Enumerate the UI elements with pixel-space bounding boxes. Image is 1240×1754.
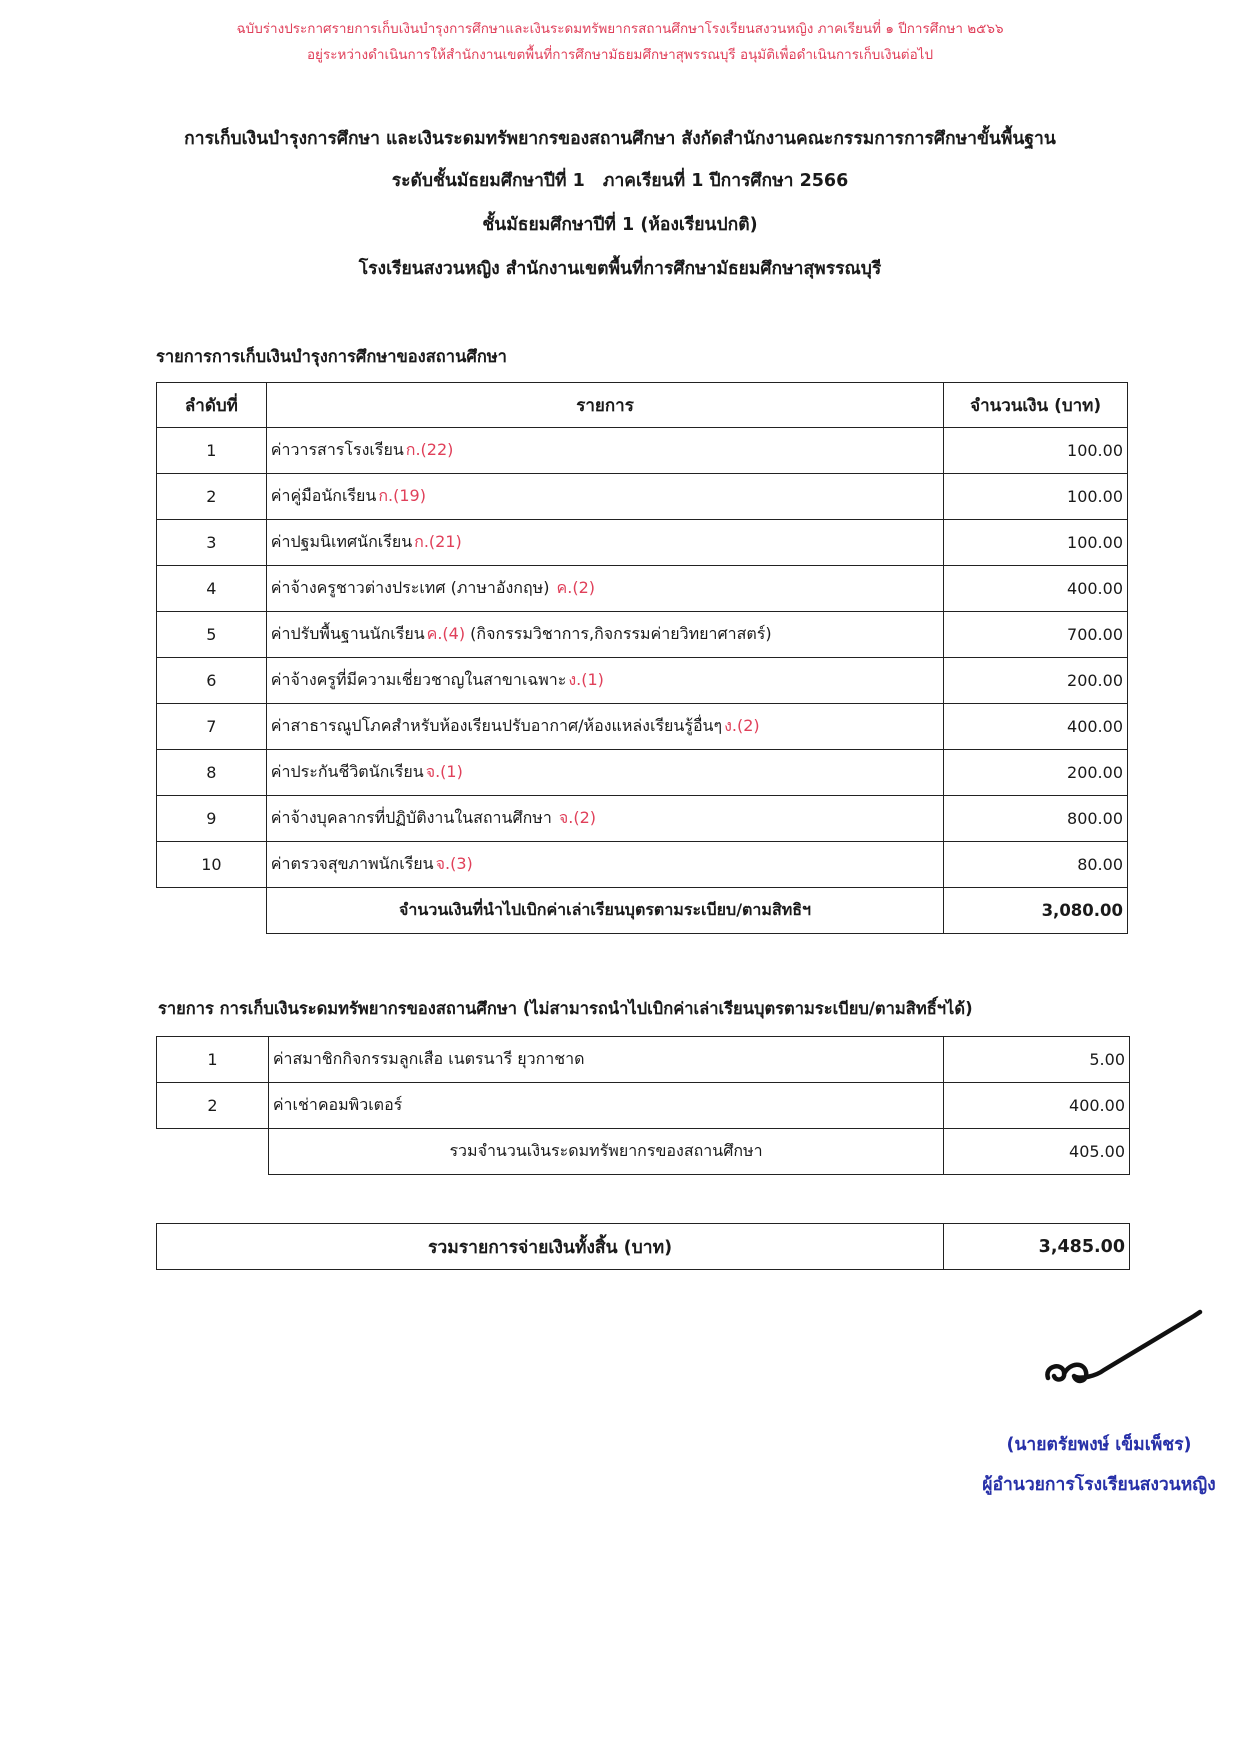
table-row bbox=[157, 612, 1128, 658]
table-row bbox=[157, 474, 1128, 520]
draft-notice-line-1: ฉบับร่างประกาศรายการเก็บเงินบำรุงการศึกษาและเงินระดมทรัพยากรสถานศึกษาโรงเรียนสงวนหญิง ภาคเรียนที่ ๑ ปีการศึกษา ๒๕๖๖ bbox=[236, 21, 1004, 37]
table-header-row bbox=[157, 383, 1128, 428]
draft-notice-line-2: อยู่ระหว่างดำเนินการให้สำนักงานเขตพื้นที่การศึกษามัธยมศึกษาสุพรรณบุรี อนุมัติเพื่อดำเนินการเก็บเงินต่อไป bbox=[306, 47, 934, 63]
maintenance-fee-table bbox=[156, 382, 1128, 934]
table-row bbox=[157, 428, 1128, 474]
grand-total-row bbox=[157, 1224, 1130, 1270]
table-row bbox=[157, 1083, 1130, 1129]
section-2-title: รายการ การเก็บเงินระดมทรัพยากรของสถานศึกษา (ไม่สามารถนำไปเบิกค่าเล่าเรียนบุตรตามระเบียบ/ตามสิทธิ์ฯได้) bbox=[158, 999, 973, 1018]
row-amount: 200.00 bbox=[944, 750, 1128, 796]
row-number: 7 bbox=[157, 704, 267, 750]
item-code: จ.(2) bbox=[553, 808, 597, 827]
table-row bbox=[157, 520, 1128, 566]
item-name: ค่าวารสารโรงเรียน bbox=[270, 440, 404, 459]
item-name: ค่าจ้างครูชาวต่างประเทศ (ภาษาอังกฤษ) bbox=[270, 578, 550, 597]
grade-level: ระดับชั้นมัธยมศึกษาปีที่ 1 bbox=[391, 171, 585, 191]
table-total-row bbox=[157, 888, 1128, 934]
table-row bbox=[157, 750, 1128, 796]
row-amount: 100.00 bbox=[944, 474, 1128, 520]
row-number: 1 bbox=[157, 428, 267, 474]
resource-total-amount: 405.00 bbox=[944, 1129, 1130, 1175]
table-total-row bbox=[157, 1129, 1130, 1175]
row-item bbox=[266, 520, 943, 566]
row-amount: 100.00 bbox=[944, 520, 1128, 566]
item-code: ค.(2) bbox=[551, 578, 596, 597]
class-type: ชั้นมัธยมศึกษาปีที่ 1 (ห้องเรียนปกติ) bbox=[482, 215, 758, 235]
school-office: โรงเรียนสงวนหญิง สำนักงานเขตพื้นที่การศึกษามัธยมศึกษาสุพรรณบุรี bbox=[358, 259, 882, 279]
row-number: 1 bbox=[157, 1037, 269, 1083]
row-item: ค่าสมาชิกกิจกรรมลูกเสือ เนตรนารี ยุวกาชาด bbox=[268, 1037, 943, 1083]
row-item bbox=[266, 566, 943, 612]
row-item bbox=[266, 750, 943, 796]
item-name: ค่าปรับพื้นฐานนักเรียน bbox=[270, 624, 425, 643]
row-amount: 400.00 bbox=[944, 1083, 1130, 1129]
row-item: ค่าเช่าคอมพิวเตอร์ bbox=[268, 1083, 943, 1129]
grand-total-label: รวมรายการจ่ายเงินทั้งสิ้น (บาท) bbox=[157, 1224, 944, 1270]
item-name: ค่าตรวจสุขภาพนักเรียน bbox=[270, 854, 434, 873]
grand-total-table bbox=[156, 1223, 1130, 1270]
row-amount: 80.00 bbox=[944, 842, 1128, 888]
item-name: ค่าประกันชีวิตนักเรียน bbox=[270, 762, 424, 781]
table-row bbox=[157, 566, 1128, 612]
term-year: ภาคเรียนที่ 1 ปีการศึกษา 2566 bbox=[602, 171, 849, 191]
document-title: การเก็บเงินบำรุงการศึกษา และเงินระดมทรัพยากรของสถานศึกษา สังกัดสำนักงานคณะกรรมการการศึกษาขั้นพื้นฐาน bbox=[184, 129, 1056, 149]
item-name: ค่าคู่มือนักเรียน bbox=[270, 486, 377, 505]
item-code: ก.(21) bbox=[414, 532, 462, 551]
resource-fee-table bbox=[156, 1036, 1130, 1175]
row-number: 3 bbox=[157, 520, 267, 566]
row-number: 4 bbox=[157, 566, 267, 612]
table-row bbox=[157, 842, 1128, 888]
row-number: 5 bbox=[157, 612, 267, 658]
item-code: ก.(22) bbox=[405, 440, 454, 459]
total-label: จำนวนเงินที่นำไปเบิกค่าเล่าเรียนบุตรตามระเบียบ/ตามสิทธิฯ bbox=[266, 888, 943, 934]
item-code: ง.(2) bbox=[724, 716, 760, 735]
table-row bbox=[157, 658, 1128, 704]
row-number: 9 bbox=[157, 796, 267, 842]
grand-total-amount: 3,485.00 bbox=[944, 1224, 1130, 1270]
item-name: ค่าปฐมนิเทศนักเรียน bbox=[270, 532, 413, 551]
row-number: 6 bbox=[157, 658, 267, 704]
signatory-name: (นายตรัยพงษ์ เข็มเพ็ชร) bbox=[1006, 1435, 1192, 1455]
row-amount: 200.00 bbox=[944, 658, 1128, 704]
row-item bbox=[266, 796, 943, 842]
header-item: รายการ bbox=[266, 383, 943, 428]
header-no: ลำดับที่ bbox=[157, 383, 267, 428]
resource-total-label: รวมจำนวนเงินระดมทรัพยากรของสถานศึกษา bbox=[268, 1129, 943, 1175]
item-name: ค่าสาธารณูปโภคสำหรับห้องเรียนปรับอากาศ/ห้องแหล่งเรียนรู้อื่นๆ bbox=[270, 716, 723, 735]
row-amount: 100.00 bbox=[944, 428, 1128, 474]
item-code: ก.(19) bbox=[378, 486, 426, 505]
row-item bbox=[266, 612, 943, 658]
row-item bbox=[266, 428, 943, 474]
section-1-title: รายการการเก็บเงินบำรุงการศึกษาของสถานศึกษา bbox=[156, 347, 507, 366]
row-item bbox=[266, 474, 943, 520]
item-name: ค่าจ้างครูที่มีความเชี่ยวชาญในสาขาเฉพาะ bbox=[270, 670, 567, 689]
item-code: จ.(3) bbox=[435, 854, 473, 873]
row-item bbox=[266, 842, 943, 888]
row-number: 10 bbox=[157, 842, 267, 888]
row-item bbox=[266, 658, 943, 704]
item-code: ง.(1) bbox=[568, 670, 604, 689]
table-row bbox=[157, 704, 1128, 750]
item-extra: (กิจกรรมวิชาการ,กิจกรรมค่ายวิทยาศาสตร์) bbox=[465, 624, 772, 643]
table-row bbox=[157, 1037, 1130, 1083]
row-amount: 800.00 bbox=[944, 796, 1128, 842]
item-code: จ.(1) bbox=[425, 762, 463, 781]
table-row bbox=[157, 796, 1128, 842]
row-number: 8 bbox=[157, 750, 267, 796]
row-item bbox=[266, 704, 943, 750]
row-number: 2 bbox=[157, 1083, 269, 1129]
total-amount: 3,080.00 bbox=[944, 888, 1128, 934]
row-amount: 700.00 bbox=[944, 612, 1128, 658]
row-amount: 5.00 bbox=[944, 1037, 1130, 1083]
document-subtitle-level-term bbox=[0, 166, 1240, 194]
signatory-position: ผู้อำนวยการโรงเรียนสงวนหญิง bbox=[982, 1475, 1216, 1495]
row-amount: 400.00 bbox=[944, 704, 1128, 750]
item-code: ค.(4) bbox=[426, 624, 466, 643]
row-number: 2 bbox=[157, 474, 267, 520]
row-amount: 400.00 bbox=[944, 566, 1128, 612]
header-amount: จำนวนเงิน (บาท) bbox=[944, 383, 1128, 428]
item-name: ค่าจ้างบุคลากรที่ปฏิบัติงานในสถานศึกษา bbox=[270, 808, 552, 827]
signature-mark bbox=[1044, 1300, 1214, 1390]
